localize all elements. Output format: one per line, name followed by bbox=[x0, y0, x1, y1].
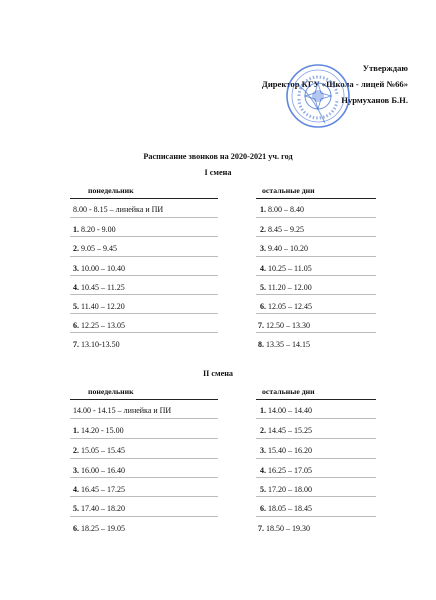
shift1-others-row: 7. 12.50 – 13.30 bbox=[258, 321, 310, 330]
shift2-others-row: 7. 18.50 – 19.30 bbox=[258, 524, 310, 533]
shift1-left-separator bbox=[70, 256, 218, 257]
shift1-left-rule bbox=[70, 198, 218, 199]
approval-approve-label: Утверждаю bbox=[362, 63, 408, 73]
shift1-left-separator bbox=[70, 217, 218, 218]
shift2-monday-row: 14.00 - 14.15 – линейка и ПИ bbox=[73, 406, 172, 415]
shift1-right-separator bbox=[256, 256, 376, 257]
shift2-right-separator bbox=[256, 496, 376, 497]
shift2-right-separator bbox=[256, 516, 376, 517]
shift2-right-rule bbox=[256, 399, 376, 400]
shift2-title: II смена bbox=[202, 369, 234, 378]
shift2-left-separator bbox=[70, 516, 218, 517]
shift1-monday-row: 2. 9.05 – 9.45 bbox=[73, 244, 117, 253]
shift1-right-separator bbox=[256, 236, 376, 237]
approval-position: Директор КГУ «Школа - лицей №66» bbox=[261, 79, 408, 89]
shift1-monday-row: 8.00 - 8.15 – линейка и ПИ bbox=[73, 205, 164, 214]
shift1-monday-row: 6. 12.25 – 13.05 bbox=[73, 321, 125, 330]
shift2-others-row: 1. 14.00 – 14.40 bbox=[260, 406, 312, 415]
shift2-left-separator bbox=[70, 477, 218, 478]
shift1-left-separator bbox=[70, 275, 218, 276]
shift2-others-row: 5. 17.20 – 18.00 bbox=[260, 485, 312, 494]
shift1-right-separator bbox=[256, 294, 376, 295]
shift2-right-separator bbox=[256, 477, 376, 478]
shift1-monday-row: 1. 8.20 - 9.00 bbox=[73, 225, 116, 234]
shift2-others-header: остальные дни bbox=[262, 387, 315, 396]
shift1-monday-row: 7. 13.10-13.50 bbox=[73, 340, 120, 349]
shift1-monday-row: 4. 10.45 – 11.25 bbox=[73, 283, 125, 292]
shift1-others-row: 6. 12.05 – 12.45 bbox=[260, 302, 312, 311]
shift2-monday-row: 3. 16.00 – 16.40 bbox=[73, 466, 125, 475]
shift1-left-separator bbox=[70, 313, 218, 314]
shift2-left-separator bbox=[70, 458, 218, 459]
shift1-title: I смена bbox=[204, 168, 232, 177]
shift2-left-separator bbox=[70, 438, 218, 439]
shift1-right-separator bbox=[256, 332, 376, 333]
shift1-others-row: 5. 11.20 – 12.00 bbox=[260, 283, 312, 292]
shift1-monday-row: 5. 11.40 – 12.20 bbox=[73, 302, 125, 311]
shift1-right-rule bbox=[256, 198, 376, 199]
shift2-right-separator bbox=[256, 418, 376, 419]
official-seal-icon bbox=[285, 63, 351, 129]
shift1-others-row: 1. 8.00 – 8.40 bbox=[260, 205, 304, 214]
shift1-others-row: 2. 8.45 – 9.25 bbox=[260, 225, 304, 234]
shift1-others-header: остальные дни bbox=[262, 186, 315, 195]
shift1-right-separator bbox=[256, 275, 376, 276]
shift2-left-separator bbox=[70, 496, 218, 497]
schedule-title: Расписание звонков на 2020-2021 уч. год bbox=[143, 152, 293, 161]
shift2-monday-row: 1. 14.20 - 15.00 bbox=[73, 426, 124, 435]
shift2-others-row: 3. 15.40 – 16.20 bbox=[260, 446, 312, 455]
shift2-others-row: 2. 14.45 – 15.25 bbox=[260, 426, 312, 435]
shift2-right-separator bbox=[256, 438, 376, 439]
shift1-left-separator bbox=[70, 236, 218, 237]
shift2-monday-header: понедельник bbox=[88, 387, 134, 396]
shift2-monday-row: 5. 17.40 – 18.20 bbox=[73, 504, 125, 513]
shift1-monday-header: понедельник bbox=[88, 186, 134, 195]
shift2-others-row: 6. 18.05 – 18.45 bbox=[260, 504, 312, 513]
shift1-others-row: 8. 13.35 – 14.15 bbox=[258, 340, 310, 349]
shift2-monday-row: 6. 18.25 – 19.05 bbox=[73, 524, 125, 533]
approval-director-name: Нурмуханов Б.Н. bbox=[341, 95, 408, 105]
shift2-left-separator bbox=[70, 418, 218, 419]
shift1-left-separator bbox=[70, 332, 218, 333]
shift1-right-separator bbox=[256, 313, 376, 314]
shift2-monday-row: 2. 15.05 – 15.45 bbox=[73, 446, 125, 455]
shift2-left-rule bbox=[70, 399, 218, 400]
shift2-right-separator bbox=[256, 458, 376, 459]
shift1-others-row: 3. 9.40 – 10.20 bbox=[260, 244, 308, 253]
shift2-monday-row: 4. 16.45 – 17.25 bbox=[73, 485, 125, 494]
shift2-others-row: 4. 16.25 – 17.05 bbox=[260, 466, 312, 475]
shift1-left-separator bbox=[70, 294, 218, 295]
shift1-others-row: 4. 10.25 – 11.05 bbox=[260, 264, 312, 273]
shift1-monday-row: 3. 10.00 – 10.40 bbox=[73, 264, 125, 273]
shift1-right-separator bbox=[256, 217, 376, 218]
